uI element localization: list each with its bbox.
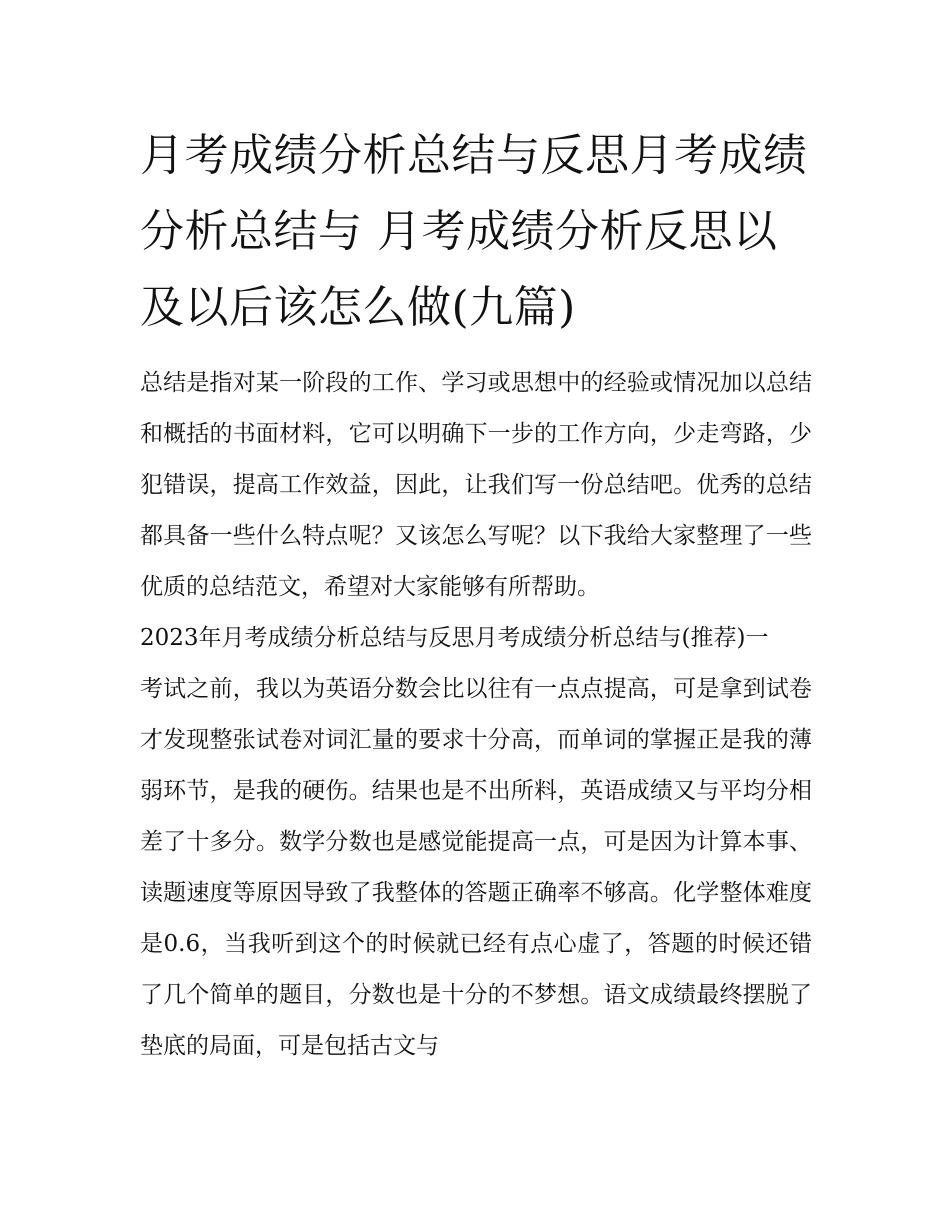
body-paragraph: 考试之前，我以为英语分数会比以往有一点点提高，可是拿到试卷才发现整张试卷对词汇量的要求十分高，而单词的掌握正是我的薄弱环节，是我的硬伤。结果也是不出所料，英语成绩又与平均分相差了十多分。数学分数也是感觉能提高一点，可是因为计算本事、读题速度等原因导致了我整体的答题正确率不够高。化学整体难度是0.6，当我听到这个的时候就已经有点心虚了，答题的时候还错了几个简单的题目，分数也是十分的不梦想。语文成绩最终摆脱了垫底的局面，可是包括古文与 [140,676,812,1059]
document-page [140,118,812,1072]
section-heading: 2023年月考成绩分析总结与反思月考成绩分析总结与(推荐)一 [140,625,769,651]
document-title: 月考成绩分析总结与反思月考成绩分析总结与 月考成绩分析反思以及以后该怎么做(九篇) [140,130,808,333]
intro-paragraph: 总结是指对某一阶段的工作、学习或思想中的经验或情况加以总结和概括的书面材料，它可以明确下一步的工作方向，少走弯路，少犯错误，提高工作效益，因此，让我们写一份总结吧。优秀的总结都具备一些什么特点呢？又该怎么写呢？以下我给大家整理了一些优质的总结范文，希望对大家能够有所帮助。 [140,370,812,600]
